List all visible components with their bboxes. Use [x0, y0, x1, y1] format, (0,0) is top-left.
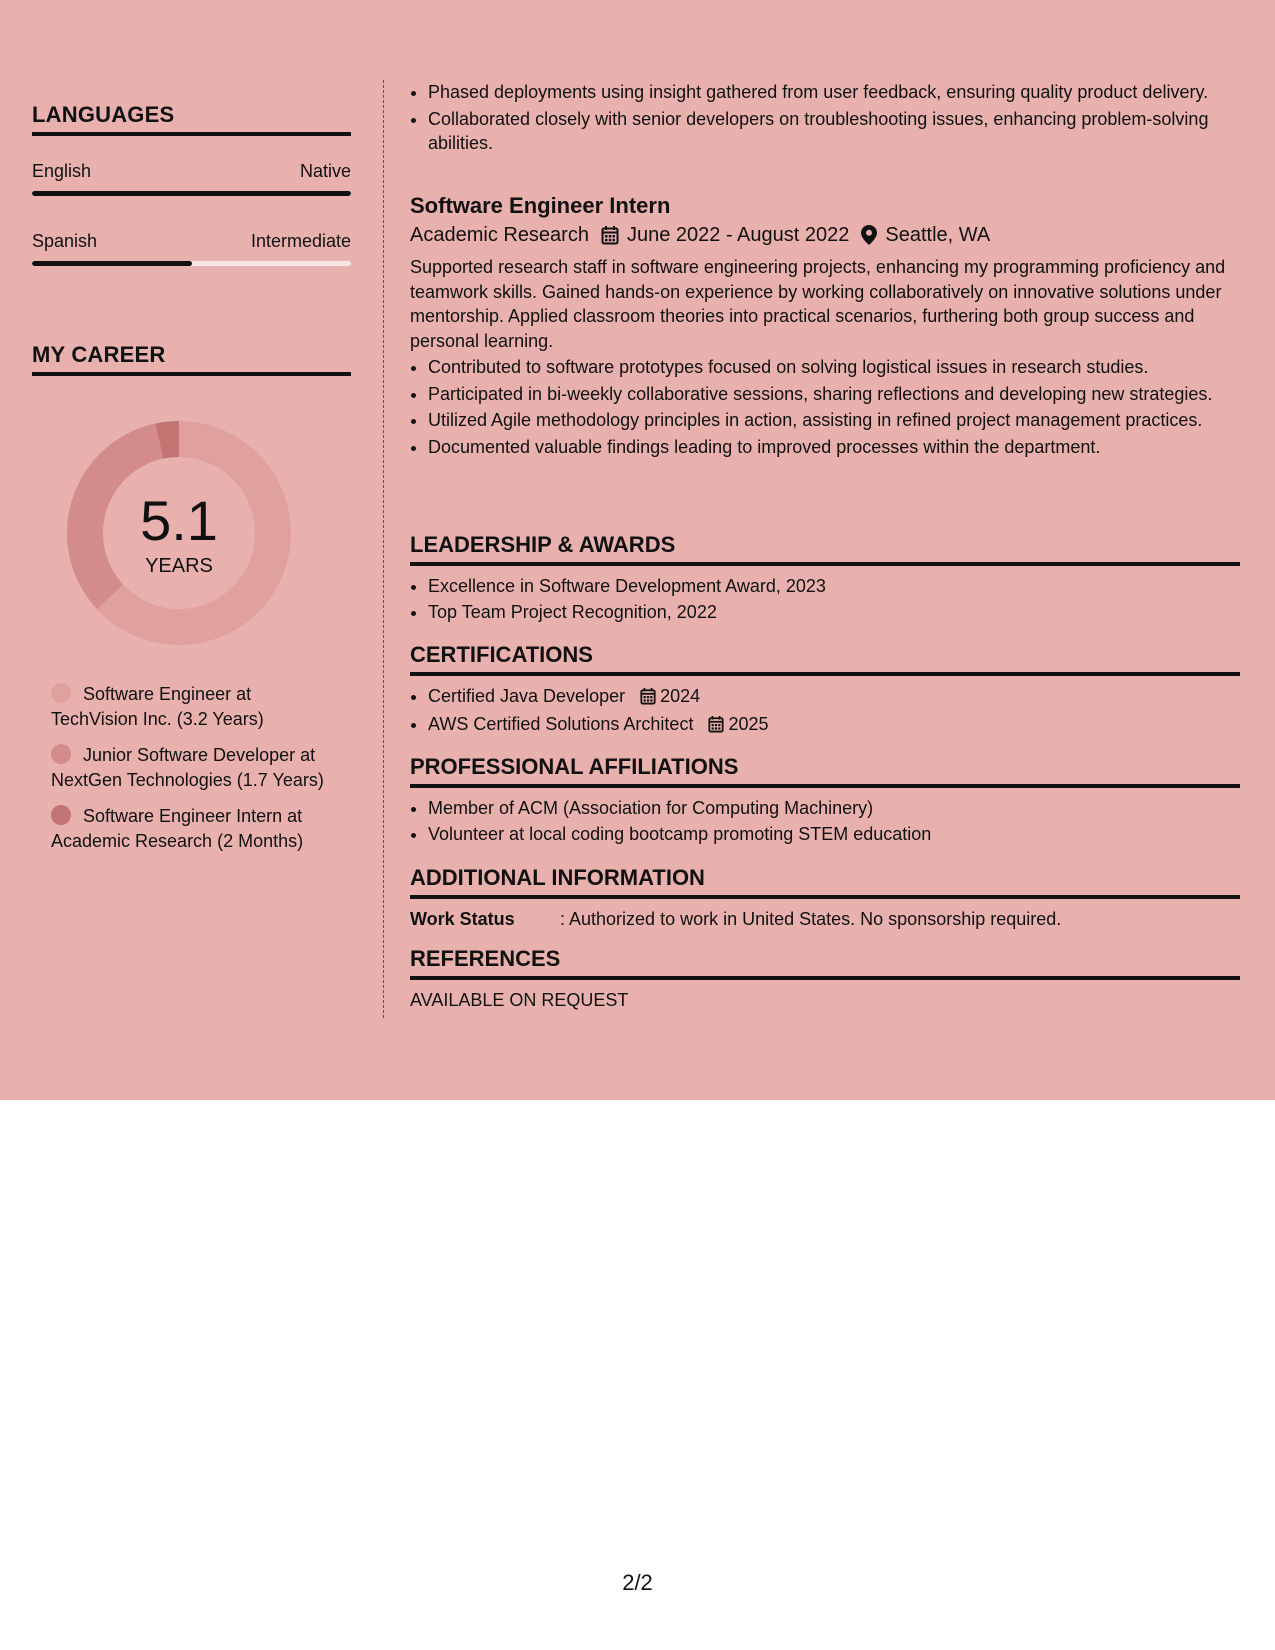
awards-section: [410, 533, 1240, 627]
career-legend-item: [51, 804, 341, 853]
career-legend: [51, 682, 341, 865]
certifications-heading: CERTIFICATIONS: [410, 643, 1240, 676]
job-bullet: • Contributed to software prototypes focused on solving logistical issues in research studies.: [428, 355, 1240, 380]
certifications-section: [410, 643, 1240, 739]
certification-name: Certified Java Developer: [428, 685, 626, 706]
career-legend-label: Junior Software Developer at NextGen Technologies (1.7 Years): [51, 745, 324, 790]
affiliation-item: • Volunteer at local coding bootcamp promoting STEM education: [428, 822, 1240, 847]
intern-job: [410, 194, 1240, 461]
additional-info-section: [410, 866, 1240, 931]
total-years-value: 5.1: [140, 489, 218, 552]
references-text: AVAILABLE ON REQUEST: [410, 989, 629, 1010]
career-section: [32, 342, 351, 376]
awards-heading: LEADERSHIP & AWARDS: [410, 533, 1240, 566]
affiliation-item: • Member of ACM (Association for Computing Machinery): [428, 796, 1240, 821]
work-status-label: Work Status: [410, 908, 515, 929]
language-level: Intermediate: [250, 231, 351, 251]
award-item: • Excellence in Software Development Award, 2023: [428, 574, 1240, 599]
language-name: Spanish: [32, 231, 98, 251]
affiliations-section: [410, 755, 1240, 849]
previous-job-bullets: [410, 80, 1240, 158]
language-bar-fill: [32, 191, 351, 196]
job-company: Academic Research: [410, 223, 589, 246]
career-donut-chart: [67, 421, 291, 645]
career-heading: MY CAREER: [32, 342, 351, 376]
location-pin-icon: [861, 225, 877, 245]
job-title: Software Engineer Intern: [410, 193, 671, 218]
total-years-unit: YEARS: [145, 555, 213, 577]
job-summary: Supported research staff in software engineering projects, enhancing my programming proficiency and teamwork skills. Gained hands-on experience by working collaboratively on innovative solutions under mentorship. Applied classroom theories into practical scenarios, furthering both group success and personal learning.: [410, 257, 1226, 351]
certification-item: [428, 684, 1240, 709]
language-english: [32, 160, 351, 196]
certification-year: 2025: [728, 714, 769, 734]
additional-info-heading: ADDITIONAL INFORMATION: [410, 866, 1240, 899]
certification-item: [428, 712, 1240, 737]
career-legend-item: [51, 743, 341, 792]
language-level: Native: [299, 161, 351, 181]
job-bullet: • Utilized Agile methodology principles in action, assisting in refined project management practices.: [428, 408, 1240, 433]
language-name: English: [32, 161, 92, 181]
job-bullet: • Documented valuable findings leading to improved processes within the department.: [428, 435, 1240, 460]
affiliations-heading: PROFESSIONAL AFFILIATIONS: [410, 755, 1240, 788]
calendar-icon: [708, 715, 724, 733]
career-legend-item: [51, 682, 341, 731]
language-bar-track: [32, 261, 351, 266]
career-legend-label: Software Engineer at TechVision Inc. (3.2 Years): [51, 684, 264, 729]
references-section: [410, 947, 1240, 1012]
job-bullet: • Participated in bi-weekly collaborative sessions, sharing reflections and developing new strategies.: [428, 382, 1240, 407]
calendar-icon: [601, 225, 619, 245]
award-item: • Top Team Project Recognition, 2022: [428, 600, 1240, 625]
work-status-row: [410, 907, 1240, 932]
languages-heading: LANGUAGES: [32, 102, 351, 136]
job-location: Seattle, WA: [885, 223, 991, 246]
work-status-value: : Authorized to work in United States. No sponsorship required.: [560, 908, 1062, 929]
column-divider: [383, 80, 384, 1018]
language-spanish: [32, 230, 351, 266]
languages-section: [32, 102, 351, 136]
job-dates: June 2022 - August 2022: [626, 223, 850, 246]
language-bar-fill: [32, 261, 192, 266]
legend-dot: [51, 744, 71, 764]
legend-dot: [51, 805, 71, 825]
calendar-icon: [640, 687, 656, 705]
language-bar-track: [32, 191, 351, 196]
references-heading: REFERENCES: [410, 947, 1240, 980]
page-number: 2/2: [622, 1570, 653, 1595]
legend-dot: [51, 683, 71, 703]
job-bullets: [410, 355, 1240, 459]
job-bullet: • Phased deployments using insight gathered from user feedback, ensuring quality product delivery.: [428, 80, 1240, 105]
career-legend-label: Software Engineer Intern at Academic Research (2 Months): [51, 806, 304, 851]
job-bullet: • Collaborated closely with senior developers on troubleshooting issues, enhancing problem-solving abilities.: [428, 107, 1240, 156]
job-meta: [410, 223, 1240, 248]
certification-year: 2024: [660, 685, 701, 706]
certification-name: AWS Certified Solutions Architect: [428, 714, 694, 734]
